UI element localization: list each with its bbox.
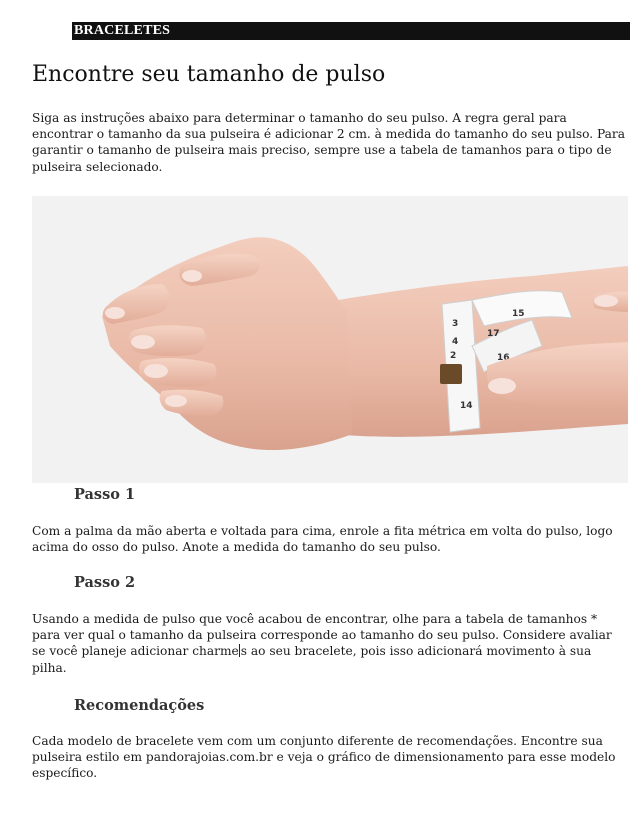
step-2-heading: Passo 2 — [74, 574, 136, 591]
tape-number: 2 — [450, 351, 457, 361]
tape-number: 15 — [512, 309, 525, 319]
wrist-illustration — [32, 196, 628, 483]
page-title: Encontre seu tamanho de pulso — [32, 62, 386, 87]
step-2-text-part: Usando a medida de pulso que você acabou de encontrar, olhe para a tabela de tamanhos * para ver qual o tamanho da pulseira corresponde ao tamanho do seu pulso. Considere avaliar se você planeje adicionar charme — [32, 612, 612, 659]
intro-paragraph: Siga as instruções abaixo para determinar o tamanho do seu pulso. A regra geral para encontrar o tamanho da sua pulseira é adicionar 2 cm. à medida do tamanho do seu pulso. Para garantir o tamanho de pulseira mais preciso, sempre use a tabela de tamanhos para o tipo de pulseira selecionado. — [32, 111, 625, 174]
step-2-text-part: s ao seu bracelete, pois isso adicionará movimento à sua pilha. — [32, 644, 592, 675]
wrist-measurement-photo — [32, 196, 628, 483]
tape-number: 17 — [487, 329, 500, 339]
step-2-text — [32, 611, 627, 676]
tape-number: 14 — [460, 401, 473, 411]
tape-number: 4 — [452, 337, 459, 347]
step-1-heading: Passo 1 — [74, 486, 136, 503]
tape-number: 3 — [452, 319, 459, 329]
section-label: BRACELETES — [74, 23, 171, 38]
recommendations-heading: Recomendações — [74, 697, 205, 714]
recommendations-text: Cada modelo de bracelete vem com um conjunto diferente de recomendações. Encontre sua pulseira estilo em pandorajoias.com.br e veja o gráfico de dimensionamento para esse modelo específico. — [32, 734, 616, 781]
tape-number: 16 — [497, 353, 510, 363]
step-1-text: Com a palma da mão aberta e voltada para cima, enrole a fita métrica em volta do pulso, logo acima do osso do pulso. Anote a medida do tamanho do seu pulso. — [32, 524, 613, 555]
section-header-bar — [72, 22, 630, 40]
